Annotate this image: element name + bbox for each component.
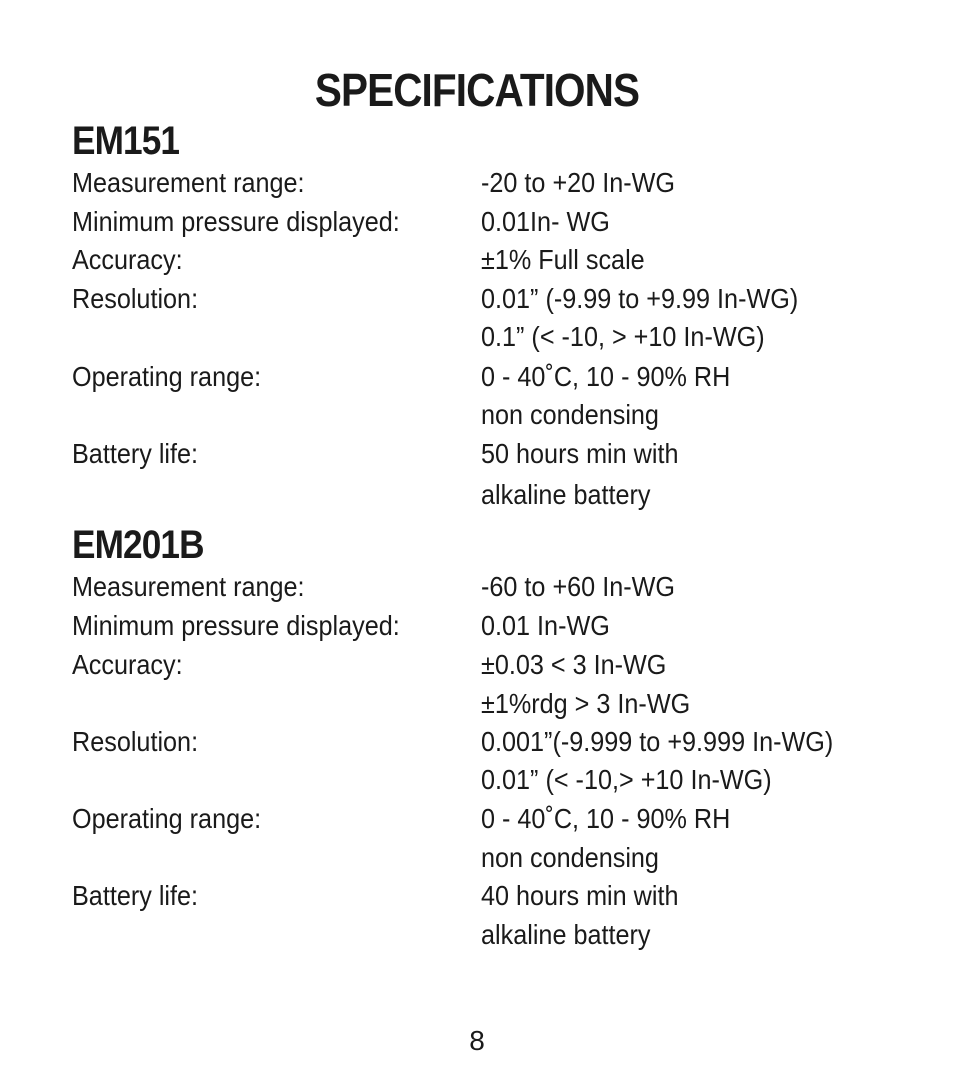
spec-label: Battery life: [72,438,199,469]
spec-row-operating-range [72,800,902,838]
spec-value: 50 hours min with [481,438,679,469]
spec-row-battery-life [72,877,902,915]
page-number: 8 [469,1025,485,1056]
spec-value: 0 - 40˚C, 10 - 90% RH [481,361,731,392]
spec-value: 0.01” (< -10,> +10 In-WG) [481,764,772,795]
page-title: SPECIFICATIONS [314,64,640,116]
spec-row-resolution [72,280,902,318]
spec-label: Operating range: [72,361,262,392]
spec-value: non condensing [481,842,659,873]
spec-row-battery-life-cont [72,476,902,514]
spec-label: Minimum pressure displayed: [72,206,400,237]
spec-value: 0.01” (-9.99 to +9.99 In-WG) [481,283,799,314]
spec-value: ±1%rdg > 3 In-WG [481,688,691,719]
spec-label: Measurement range: [72,167,305,198]
spec-value: 0.001”(-9.999 to +9.999 In-WG) [481,726,834,757]
spec-value: -60 to +60 In-WG [481,571,675,602]
section-title-em151: EM151 [72,119,180,163]
spec-value: ±1% Full scale [481,244,645,275]
spec-row-measurement-range [72,164,902,202]
spec-row-accuracy [72,241,902,279]
spec-row-battery-life-cont [72,916,902,954]
spec-row-resolution-cont [72,761,902,799]
spec-value: 0.01In- WG [481,206,610,237]
spec-value: 0.01 In-WG [481,610,610,641]
spec-label: Measurement range: [72,571,305,602]
spec-value: -20 to +20 In-WG [481,167,675,198]
spec-label: Accuracy: [72,244,183,275]
spec-row-resolution-cont [72,318,902,356]
spec-row-resolution [72,723,902,761]
spec-value: 40 hours min with [481,880,679,911]
spec-row-operating-range [72,358,902,396]
spec-value: 0.1” (< -10, > +10 In-WG) [481,321,765,352]
spec-value: non condensing [481,399,659,430]
spec-label: Resolution: [72,726,199,757]
spec-label: Operating range: [72,803,262,834]
spec-value: 0 - 40˚C, 10 - 90% RH [481,803,731,834]
spec-row-battery-life [72,435,902,473]
spec-row-accuracy-cont [72,685,902,723]
spec-value: ±0.03 < 3 In-WG [481,649,667,680]
spec-value: alkaline battery [481,919,651,950]
spec-row-minimum-pressure [72,607,902,645]
spec-row-operating-range-cont [72,839,902,877]
spec-value: alkaline battery [481,479,651,510]
spec-row-minimum-pressure [72,203,902,241]
spec-label: Resolution: [72,283,199,314]
section-title-em201b: EM201B [72,523,204,567]
spec-row-accuracy [72,646,902,684]
spec-label: Battery life: [72,880,199,911]
spec-label: Accuracy: [72,649,183,680]
spec-row-measurement-range [72,568,902,606]
spec-label: Minimum pressure displayed: [72,610,400,641]
spec-row-operating-range-cont [72,396,902,434]
